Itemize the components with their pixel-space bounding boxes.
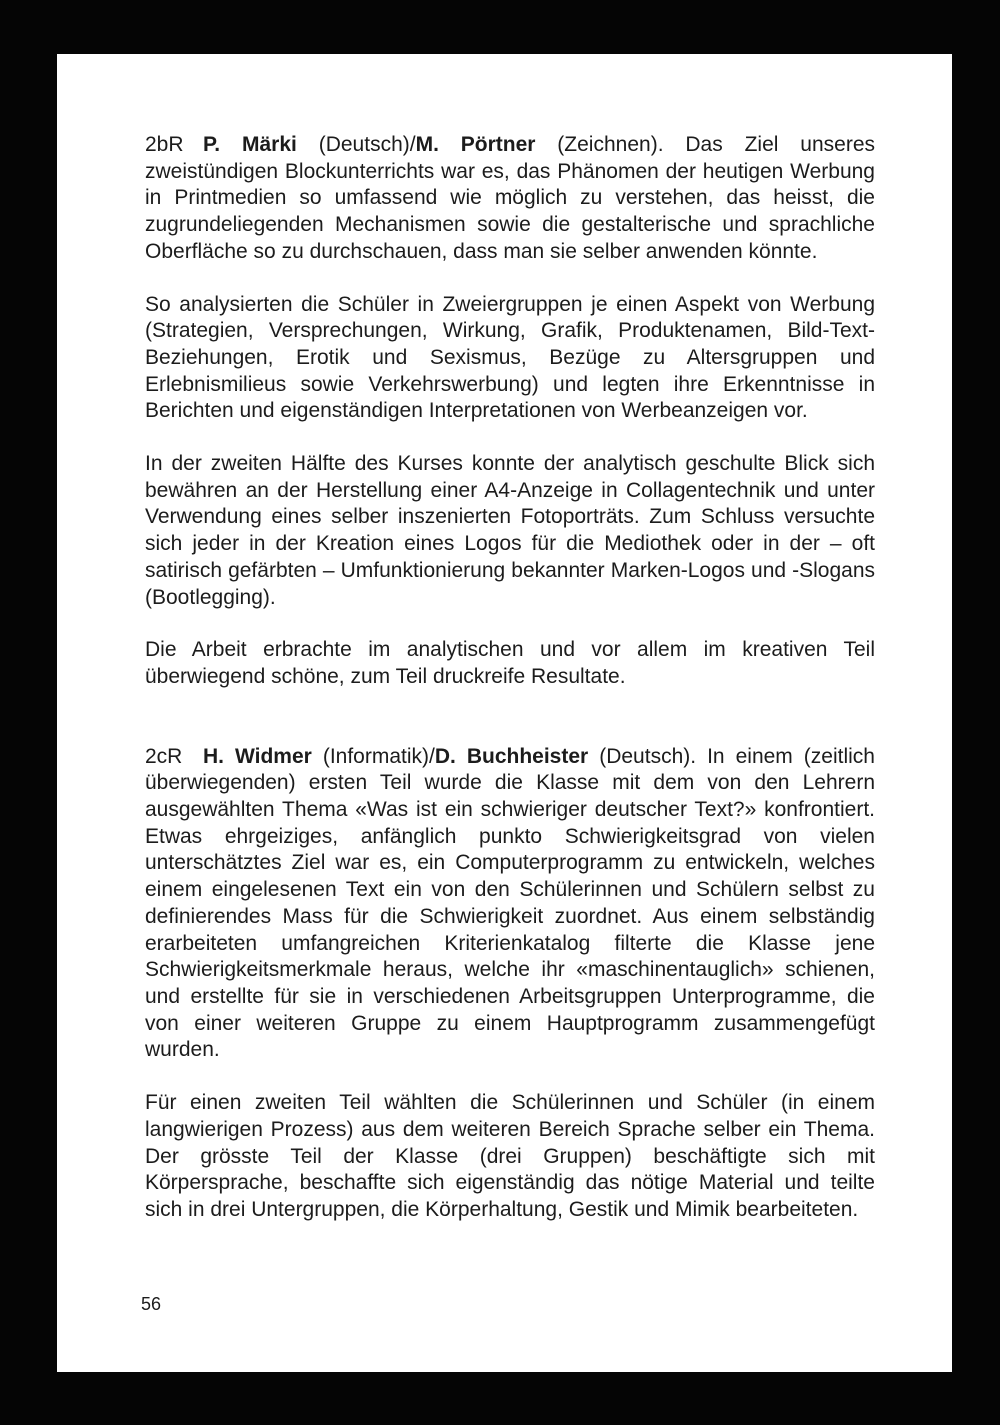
teacher-name: D. Buchheister xyxy=(434,744,589,768)
paragraph-text: In einem (zeitlich überwiegenden) ersten Teil wurde die Klasse mit dem von den Lehrern ausgewählten Thema «Was ist ein schwieriger deutscher Text?» konfrontiert. Etwas ehrgeiziges, anfänglich punkto Schwierigkeitsgrad von vielen unterschätztes Ziel war es, ein Computerprogramm zu entwickeln, welches einem eingelesenen Text ein von den Schülerinnen und Schülern selbst zu definierendes Mass für die Schwierigkeit zuordnet. Aus einem selbständig erarbeiteten umfangreichen Kriterienkatalog filterte die Klasse jene Schwierigkeitsmerkmale heraus, welche ihr «maschinentauglich» schienen, und erstellte für sie in verschiedenen Arbeitsgruppen Unterprogramme, die von einer weiteren Gruppe zu einem Hauptprogramm zusammengefügt wurden. xyxy=(145,744,875,1062)
page-content xyxy=(145,132,875,1224)
section-2b-paragraph-4: Die Arbeit erbrachte im analytischen und vor allem im kreativen Teil überwiegend schöne, zum Teil druckreife Resultate. xyxy=(145,638,875,688)
subject-label: (Deutsch)/ xyxy=(296,133,416,156)
class-code-2b: 2bR xyxy=(145,133,184,156)
teacher-name: M. Pörtner xyxy=(415,133,536,156)
subject-label: (Informatik)/ xyxy=(311,744,435,768)
section-2b-paragraph-2: So analysierten die Schüler in Zweiergruppen je einen Aspekt von Werbung (Strategien, Versprechungen, Wirkung, Grafik, Produktenamen, Bild-Text-Beziehungen, Erotik und Sexismus, Bezüge zu Altersgruppen und Erlebnismilieus sowie Verkehrswerbung) und legten ihre Erkenntnisse in Berichten und eigenständigen Interpretationen von Werbeanzeigen vor. xyxy=(145,292,875,423)
section-2c-paragraph-1 xyxy=(145,744,875,1064)
paragraph-text: Das Ziel unseres zweistündigen Blockunterrichts war es, das Phänomen der heutigen Werbung in Printmedien so umfassend wie möglich zu verstehen, das heisst, die zugrundeliegenden Mechanismen sowie die gestalterische und sprachliche Oberfläche so zu durchschauen, dass man sie selber anwenden könnte. xyxy=(145,133,876,263)
document-page xyxy=(57,54,952,1372)
subject-label: (Deutsch). xyxy=(588,744,708,768)
subject-label: (Zeichnen). xyxy=(535,133,686,156)
class-code-2c: 2cR xyxy=(145,744,183,768)
section-2c-paragraph-2: Für einen zweiten Teil wählten die Schülerinnen und Schüler (in einem langwierigen Prozess) aus dem weiteren Bereich Sprache selber ein Thema. Der grösste Teil der Klasse (drei Gruppen) beschäftigte sich mit Körpersprache, beschaffte sich eigenständig das nötige Material und teilte sich in drei Untergruppen, die Körperhaltung, Gestik und Mimik bearbeiteten. xyxy=(145,1091,875,1221)
page-number: 56 xyxy=(141,1294,162,1314)
teacher-name: P. Märki xyxy=(203,133,297,156)
section-2b-paragraph-1 xyxy=(145,132,875,266)
section-2b-paragraph-3: In der zweiten Hälfte des Kurses konnte der analytisch geschulte Blick sich bewähren an der Herstellung einer A4-Anzeige in Collagentechnik und unter Verwendung eines selber inszenierten Fotoporträts. Zum Schluss versuchte sich jeder in der Kreation eines Logos für die Mediothek oder in der – oft satirisch gefärbten – Umfunktionierung bekannter Marken-Logos und -Slogans (Bootlegging). xyxy=(145,452,875,609)
teacher-name: H. Widmer xyxy=(203,744,312,768)
